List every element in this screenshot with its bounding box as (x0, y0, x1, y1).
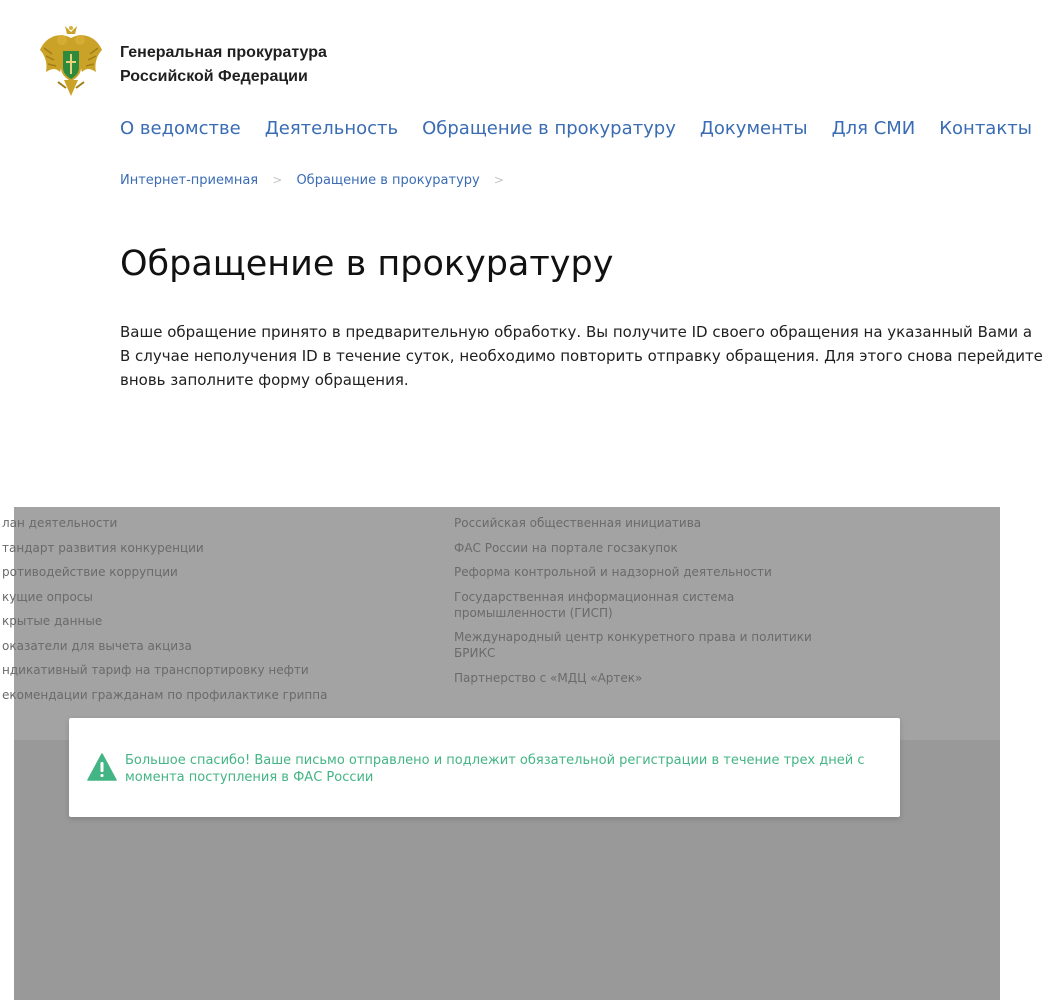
eagle-emblem-icon (38, 24, 104, 98)
nav-item-media[interactable]: Для СМИ (831, 118, 916, 139)
footer-link[interactable]: Российская общественная инициатива (454, 516, 702, 530)
footer-link[interactable]: лан деятельности (2, 516, 118, 530)
emblem-logo[interactable] (38, 24, 104, 98)
warning-triangle-icon (87, 753, 117, 781)
nav-item-activity[interactable]: Деятельность (264, 118, 399, 139)
footer-link[interactable]: оказатели для вычета акциза (2, 638, 192, 653)
message-line: Ваше обращение принято в предварительную обработку. Вы получите ID своего обращения на указанный Вами а (120, 323, 1033, 341)
footer-link[interactable]: Международный центр конкуретного права и политики БРИКС (454, 630, 812, 660)
confirmation-message (120, 320, 1043, 392)
breadcrumb (120, 170, 514, 191)
footer-links-left (2, 515, 402, 711)
org-name-line2: Российской Федерации (120, 68, 308, 85)
footer-link[interactable]: ндикативный тариф на транспортировку нефти (2, 663, 309, 677)
footer-link[interactable]: крытые данные (2, 614, 103, 628)
footer-links-area (2, 507, 1000, 740)
footer-link[interactable]: ротиводействие коррупции (2, 565, 178, 579)
message-line: вновь заполните форму обращения. (120, 371, 409, 389)
organization-name[interactable] (120, 41, 327, 89)
footer-link[interactable]: екомендации гражданам по профилактике гриппа (2, 687, 328, 702)
nav-item-appeal[interactable]: Обращение в прокуратуру (422, 118, 676, 139)
breadcrumb-separator-icon: > (272, 173, 283, 187)
nav-item-about[interactable]: О ведомстве (120, 118, 241, 139)
breadcrumb-separator-icon: > (493, 173, 504, 187)
success-notification (69, 718, 900, 817)
breadcrumb-item-appeal[interactable]: Обращение в прокуратуру (296, 173, 480, 188)
breadcrumb-item-internet-reception[interactable]: Интернет-приемная (120, 173, 259, 188)
footer-link[interactable]: Реформа контрольной и надзорной деятельности (454, 565, 772, 579)
footer-link[interactable]: ФАС России на портале госзакупок (454, 540, 678, 555)
footer-link[interactable]: кущие опросы (2, 589, 93, 604)
footer-link[interactable]: тандарт развития конкуренции (2, 540, 204, 555)
message-line: В случае неполучения ID в течение суток, необходимо повторить отправку обращения. Для этого снова перейдите (120, 347, 1043, 365)
page-title: Обращение в прокуратуру (120, 244, 614, 284)
footer-link[interactable]: Государственная информационная система промышленности (ГИСП) (454, 589, 735, 620)
footer-link[interactable]: Партнерство с «МДЦ «Артек» (454, 670, 643, 685)
footer-links-right (454, 515, 824, 694)
notification-text: Большое спасибо! Ваше письмо отправлено и подлежит обязательной регистрации в течение трех дней с момента поступления в ФАС России (125, 753, 865, 785)
nav-item-documents[interactable]: Документы (699, 118, 808, 139)
nav-item-contacts[interactable]: Контакты (939, 118, 1032, 139)
org-name-line1: Генеральная прокуратура (120, 44, 327, 61)
main-nav (120, 116, 1056, 142)
